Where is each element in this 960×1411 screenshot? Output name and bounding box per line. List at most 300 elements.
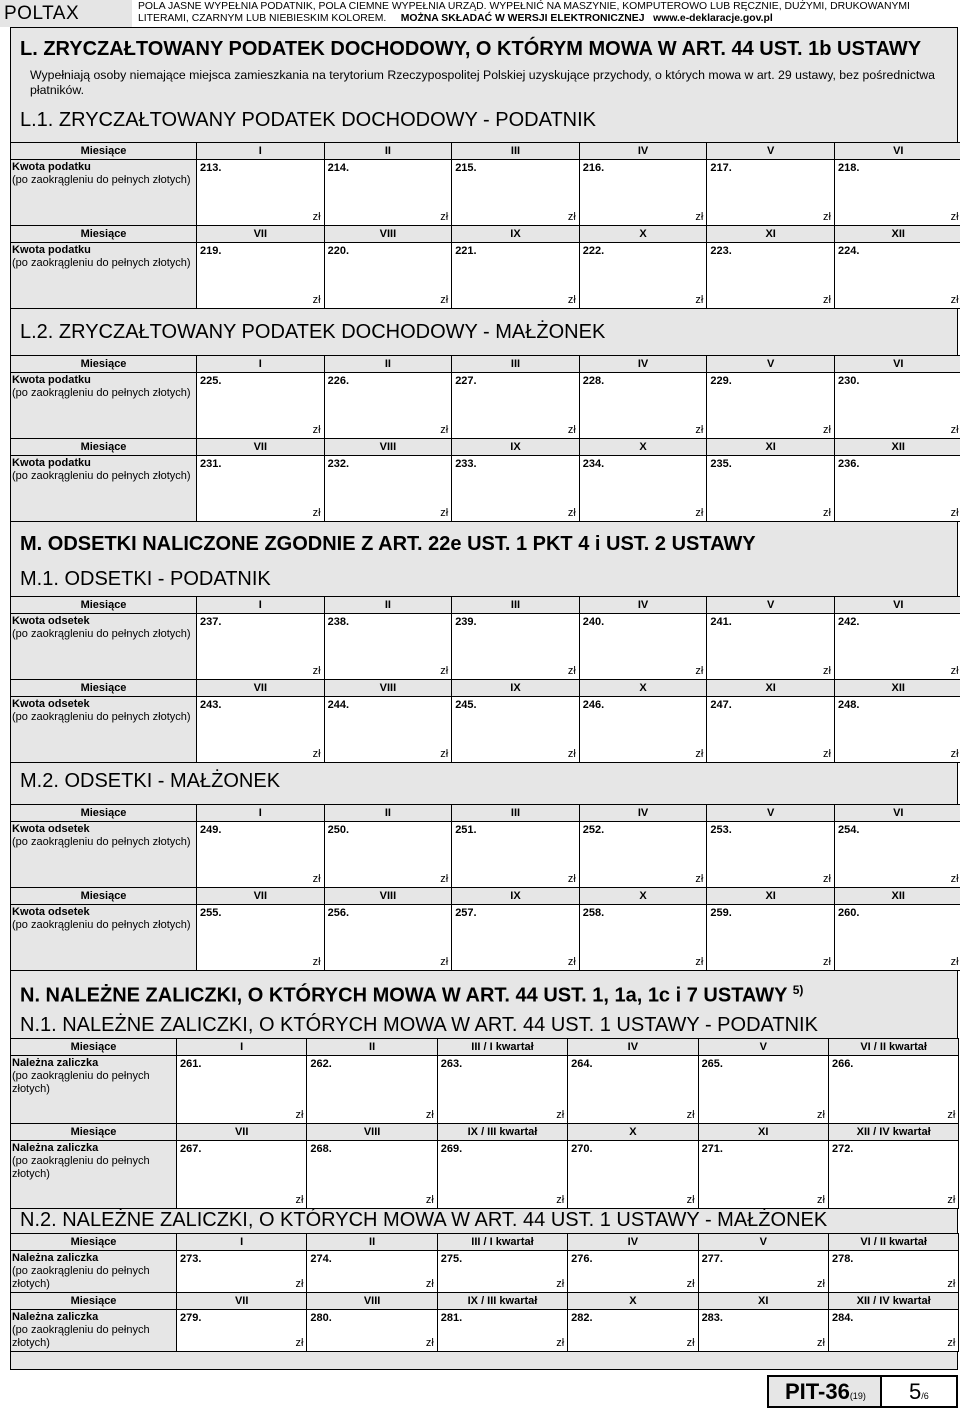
section-m2-title: M.2. ODSETKI - MAŁŻONEK — [20, 770, 281, 792]
month-table — [10, 804, 960, 971]
field-number: 258. — [582, 907, 605, 919]
currency-label: zł — [440, 873, 449, 885]
amount-field[interactable] — [307, 1141, 437, 1209]
field-number: 248. — [837, 699, 860, 711]
currency-label: zł — [823, 507, 831, 519]
amount-field[interactable] — [834, 614, 960, 680]
month-header: VII — [177, 1293, 307, 1310]
month-header: IV — [568, 1039, 698, 1056]
amount-field[interactable] — [324, 614, 452, 680]
amount-field[interactable] — [579, 905, 707, 971]
section-m1-title: M.1. ODSETKI - PODATNIK — [20, 568, 271, 590]
amount-field[interactable] — [177, 1251, 307, 1293]
field-number: 267. — [180, 1143, 202, 1155]
amount-field[interactable] — [579, 456, 707, 522]
month-table — [10, 355, 960, 522]
months-label: Miesiące — [11, 1234, 177, 1251]
field-number: 252. — [582, 824, 605, 836]
month-header: III / I kwartał — [437, 1039, 567, 1056]
amount-field[interactable] — [197, 456, 325, 522]
amount-field[interactable] — [579, 160, 707, 226]
month-table — [10, 596, 960, 763]
field-number: 261. — [180, 1058, 202, 1070]
row-label: Kwota podatku (po zaokrągleniu do pełnych złotych) — [11, 243, 197, 309]
top-bar — [0, 0, 960, 27]
amount-field[interactable] — [698, 1310, 828, 1352]
currency-label: zł — [817, 1278, 825, 1290]
currency-label: zł — [295, 1337, 304, 1349]
month-header: X — [579, 888, 707, 905]
amount-field[interactable] — [828, 1056, 958, 1124]
currency-label: zł — [440, 956, 449, 968]
months-header-row — [11, 597, 960, 614]
amount-field[interactable] — [452, 456, 580, 522]
currency-label: zł — [295, 1109, 304, 1121]
amount-field[interactable] — [324, 160, 452, 226]
section-m-title: M. ODSETKI NALICZONE ZGODNIE Z ART. 22e UST. 1 PKT 4 i UST. 2 USTAWY — [20, 533, 756, 555]
amount-field[interactable] — [324, 456, 452, 522]
amount-field[interactable] — [197, 243, 325, 309]
currency-label: zł — [440, 424, 449, 436]
amount-field[interactable] — [452, 243, 580, 309]
field-number: 227. — [455, 375, 477, 387]
amount-field[interactable] — [197, 697, 325, 763]
months-header-row — [11, 1124, 959, 1141]
months-label: Miesiące — [11, 888, 197, 905]
field-number: 231. — [200, 458, 222, 470]
field-number: 271. — [701, 1143, 723, 1155]
amount-field[interactable] — [437, 1310, 567, 1352]
month-header: IX — [452, 888, 580, 905]
currency-label: zł — [312, 956, 321, 968]
month-header: IX — [452, 680, 580, 697]
currency-label: zł — [295, 1194, 304, 1206]
amount-field[interactable] — [177, 1056, 307, 1124]
month-header: IX — [452, 439, 580, 456]
amount-field[interactable] — [452, 160, 580, 226]
amount-field[interactable] — [324, 697, 452, 763]
field-number: 243. — [200, 699, 222, 711]
amount-field[interactable] — [834, 822, 960, 888]
field-number: 224. — [837, 245, 860, 257]
amount-field[interactable] — [197, 373, 325, 439]
amount-row — [11, 243, 960, 309]
field-number: 266. — [831, 1058, 854, 1070]
row-label: Kwota podatku (po zaokrągleniu do pełnych złotych) — [11, 160, 197, 226]
month-header: XII / IV kwartał — [828, 1124, 958, 1141]
field-number: 275. — [440, 1253, 463, 1265]
currency-label: zł — [695, 665, 704, 677]
month-header: VI — [834, 597, 960, 614]
months-label: Miesiące — [11, 356, 197, 373]
amount-field[interactable] — [698, 1056, 828, 1124]
currency-label: zł — [695, 424, 704, 436]
month-header: V — [707, 805, 835, 822]
amount-field[interactable] — [452, 905, 580, 971]
row-label: Kwota odsetek (po zaokrągleniu do pełnych złotych) — [11, 614, 197, 680]
amount-field[interactable] — [834, 697, 960, 763]
month-header: V — [698, 1039, 828, 1056]
amount-field[interactable] — [834, 905, 960, 971]
section-n2-title: N.2. NALEŻNE ZALICZKI, O KTÓRYCH MOWA W ART. 44 UST. 1 USTAWY - MAŁŻONEK — [20, 1209, 828, 1231]
row-label: Należna zaliczka (po zaokrągleniu do pełnych złotych) — [11, 1056, 177, 1124]
month-table — [10, 142, 960, 309]
field-number: 246. — [582, 699, 605, 711]
amount-field[interactable] — [579, 822, 707, 888]
field-number: 264. — [571, 1058, 593, 1070]
field-number: 276. — [571, 1253, 593, 1265]
amount-field[interactable] — [452, 614, 580, 680]
currency-label: zł — [312, 873, 321, 885]
field-number: 283. — [701, 1312, 723, 1324]
amount-field[interactable] — [698, 1141, 828, 1209]
month-header: VI / II kwartał — [828, 1039, 958, 1056]
field-number: 273. — [180, 1253, 202, 1265]
currency-label: zł — [295, 1278, 304, 1290]
field-number: 220. — [327, 245, 350, 257]
field-number: 280. — [310, 1312, 332, 1324]
field-number: 278. — [831, 1253, 854, 1265]
field-number: 226. — [327, 375, 350, 387]
field-number: 218. — [837, 162, 860, 174]
months-label: Miesiące — [11, 805, 197, 822]
amount-field[interactable] — [707, 614, 835, 680]
field-number: 237. — [200, 616, 222, 628]
amount-field[interactable] — [197, 160, 325, 226]
field-number: 265. — [701, 1058, 723, 1070]
months-label: Miesiące — [11, 1039, 177, 1056]
amount-field[interactable] — [579, 373, 707, 439]
month-header: XII / IV kwartał — [828, 1293, 958, 1310]
currency-label: zł — [312, 424, 321, 436]
currency-label: zł — [425, 1278, 434, 1290]
field-number: 249. — [200, 824, 222, 836]
month-header: VII — [197, 439, 325, 456]
amount-field[interactable] — [568, 1056, 698, 1124]
month-header: X — [568, 1293, 698, 1310]
currency-label: zł — [567, 665, 576, 677]
months-label: Miesiące — [11, 439, 197, 456]
form-id-box — [767, 1375, 958, 1408]
month-header: II — [324, 143, 452, 160]
month-header: XI — [707, 680, 835, 697]
currency-label: zł — [695, 748, 704, 760]
amount-field[interactable] — [707, 243, 835, 309]
amount-row — [11, 697, 960, 763]
month-header: VII — [197, 680, 325, 697]
months-label: Miesiące — [11, 680, 197, 697]
amount-field[interactable] — [707, 373, 835, 439]
amount-field[interactable] — [437, 1251, 567, 1293]
currency-label: zł — [425, 1194, 434, 1206]
month-header: VIII — [324, 680, 452, 697]
amount-field[interactable] — [177, 1310, 307, 1352]
amount-field[interactable] — [828, 1141, 958, 1209]
amount-field[interactable] — [177, 1141, 307, 1209]
field-number: 260. — [837, 907, 860, 919]
amount-field[interactable] — [568, 1251, 698, 1293]
amount-field[interactable] — [568, 1141, 698, 1209]
field-number: 268. — [310, 1143, 332, 1155]
field-number: 272. — [831, 1143, 854, 1155]
currency-label: zł — [823, 211, 831, 223]
months-label: Miesiące — [11, 597, 197, 614]
amount-row — [11, 160, 960, 226]
currency-label: zł — [556, 1337, 565, 1349]
months-header-row — [11, 680, 960, 697]
month-header: XII — [834, 226, 960, 243]
amount-row — [11, 614, 960, 680]
currency-label: zł — [950, 956, 959, 968]
months-label: Miesiące — [11, 1124, 177, 1141]
month-header: IX / III kwartał — [437, 1124, 567, 1141]
currency-label: zł — [556, 1194, 565, 1206]
currency-label: zł — [686, 1109, 695, 1121]
field-number: 221. — [455, 245, 477, 257]
month-header: VI — [834, 805, 960, 822]
field-number: 254. — [837, 824, 860, 836]
currency-label: zł — [686, 1278, 695, 1290]
row-label: Kwota odsetek (po zaokrągleniu do pełnych złotych) — [11, 822, 197, 888]
month-header: X — [579, 439, 707, 456]
row-label: Należna zaliczka (po zaokrągleniu do pełnych złotych) — [11, 1251, 177, 1293]
field-number: 219. — [200, 245, 222, 257]
amount-field[interactable] — [307, 1056, 437, 1124]
field-number: 263. — [440, 1058, 463, 1070]
currency-label: zł — [950, 507, 959, 519]
currency-label: zł — [567, 748, 576, 760]
month-header: XI — [707, 888, 835, 905]
currency-label: zł — [312, 211, 321, 223]
month-header: VI / II kwartał — [828, 1234, 958, 1251]
month-header: III / I kwartał — [437, 1234, 567, 1251]
amount-field[interactable] — [324, 373, 452, 439]
amount-field[interactable] — [579, 243, 707, 309]
months-header-row — [11, 1039, 959, 1056]
month-header: VI — [834, 143, 960, 160]
amount-row — [11, 1056, 959, 1124]
month-header: VI — [834, 356, 960, 373]
field-number: 274. — [310, 1253, 332, 1265]
currency-label: zł — [425, 1109, 434, 1121]
month-header: I — [177, 1039, 307, 1056]
amount-field[interactable] — [707, 697, 835, 763]
amount-field[interactable] — [579, 697, 707, 763]
currency-label: zł — [686, 1337, 695, 1349]
month-header: II — [307, 1039, 437, 1056]
months-header-row — [11, 1234, 959, 1251]
month-header: VIII — [324, 226, 452, 243]
amount-field[interactable] — [828, 1251, 958, 1293]
month-table — [10, 1233, 959, 1352]
amount-field[interactable] — [197, 905, 325, 971]
amount-row — [11, 822, 960, 888]
months-header-row — [11, 226, 960, 243]
field-number: 242. — [837, 616, 860, 628]
month-header: VIII — [307, 1293, 437, 1310]
month-header: IV — [579, 805, 707, 822]
field-number: 284. — [831, 1312, 854, 1324]
month-header: I — [197, 597, 325, 614]
amount-field[interactable] — [707, 822, 835, 888]
field-number: 239. — [455, 616, 477, 628]
amount-field[interactable] — [834, 243, 960, 309]
field-number: 230. — [837, 375, 860, 387]
currency-label: zł — [567, 507, 576, 519]
amount-field[interactable] — [828, 1310, 958, 1352]
month-header: IX — [452, 226, 580, 243]
currency-label: zł — [947, 1337, 956, 1349]
amount-field[interactable] — [834, 456, 960, 522]
month-header: VIII — [324, 888, 452, 905]
currency-label: zł — [567, 294, 576, 306]
months-header-row — [11, 888, 960, 905]
currency-label: zł — [440, 507, 449, 519]
section-l1-title: L.1. ZRYCZAŁTOWANY PODATEK DOCHODOWY - PODATNIK — [20, 109, 597, 131]
currency-label: zł — [312, 294, 321, 306]
month-header: XI — [698, 1293, 828, 1310]
months-header-row — [11, 439, 960, 456]
currency-label: zł — [817, 1194, 825, 1206]
amount-field[interactable] — [452, 373, 580, 439]
field-number: 216. — [582, 162, 605, 174]
currency-label: zł — [823, 956, 831, 968]
month-header: IV — [579, 597, 707, 614]
currency-label: zł — [440, 748, 449, 760]
amount-row — [11, 456, 960, 522]
currency-label: zł — [695, 873, 704, 885]
amount-field[interactable] — [324, 822, 452, 888]
month-header: II — [307, 1234, 437, 1251]
page-number: 5/6 — [909, 1379, 929, 1404]
field-number: 228. — [582, 375, 605, 387]
currency-label: zł — [823, 748, 831, 760]
month-header: X — [579, 226, 707, 243]
month-table — [10, 1038, 959, 1209]
row-label: Kwota podatku (po zaokrągleniu do pełnych złotych) — [11, 373, 197, 439]
section-l-description: Wypełniają osoby niemające miejsca zamieszkania na terytorium Rzeczypospolitej Polskiej uzyskujące przychody, o których mowa w art. 29 ustawy, bez pośrednictwa płatników. — [30, 68, 936, 97]
amount-field[interactable] — [307, 1310, 437, 1352]
currency-label: zł — [950, 211, 959, 223]
currency-label: zł — [947, 1278, 956, 1290]
month-header: I — [197, 143, 325, 160]
field-number: 270. — [571, 1143, 593, 1155]
currency-label: zł — [312, 665, 321, 677]
brand-logo: POLTAX — [0, 0, 132, 27]
row-label: Kwota odsetek (po zaokrągleniu do pełnych złotych) — [11, 905, 197, 971]
amount-field[interactable] — [437, 1141, 567, 1209]
amount-field[interactable] — [324, 243, 452, 309]
month-header: V — [707, 597, 835, 614]
field-number: 232. — [327, 458, 350, 470]
currency-label: zł — [425, 1337, 434, 1349]
amount-field[interactable] — [707, 456, 835, 522]
field-number: 251. — [455, 824, 477, 836]
amount-field[interactable] — [452, 697, 580, 763]
currency-label: zł — [817, 1337, 825, 1349]
month-header: XI — [698, 1124, 828, 1141]
amount-field[interactable] — [834, 160, 960, 226]
amount-field[interactable] — [452, 822, 580, 888]
currency-label: zł — [823, 294, 831, 306]
amount-field[interactable] — [437, 1056, 567, 1124]
field-number: 244. — [327, 699, 350, 711]
amount-field[interactable] — [698, 1251, 828, 1293]
months-header-row — [11, 356, 960, 373]
field-number: 282. — [571, 1312, 593, 1324]
currency-label: zł — [440, 211, 449, 223]
amount-field[interactable] — [707, 160, 835, 226]
field-number: 255. — [200, 907, 222, 919]
currency-label: zł — [440, 294, 449, 306]
month-header: IV — [579, 356, 707, 373]
currency-label: zł — [950, 424, 959, 436]
amount-field[interactable] — [197, 822, 325, 888]
month-header: VII — [177, 1124, 307, 1141]
amount-field[interactable] — [324, 905, 452, 971]
month-header: III — [452, 805, 580, 822]
month-header: III — [452, 356, 580, 373]
month-header: I — [197, 805, 325, 822]
amount-field[interactable] — [579, 614, 707, 680]
currency-label: zł — [556, 1109, 565, 1121]
row-label: Należna zaliczka (po zaokrągleniu do pełnych złotych) — [11, 1141, 177, 1209]
currency-label: zł — [567, 211, 576, 223]
month-header: V — [698, 1234, 828, 1251]
amount-row — [11, 905, 960, 971]
month-header: V — [707, 356, 835, 373]
amount-field[interactable] — [568, 1310, 698, 1352]
field-number: 277. — [701, 1253, 723, 1265]
currency-label: zł — [947, 1109, 956, 1121]
amount-field[interactable] — [707, 905, 835, 971]
currency-label: zł — [695, 956, 704, 968]
months-label: Miesiące — [11, 143, 197, 160]
field-number: 234. — [582, 458, 605, 470]
currency-label: zł — [823, 873, 831, 885]
months-header-row — [11, 143, 960, 160]
currency-label: zł — [440, 665, 449, 677]
amount-row — [11, 1141, 959, 1209]
currency-label: zł — [950, 873, 959, 885]
field-number: 223. — [710, 245, 732, 257]
currency-label: zł — [567, 956, 576, 968]
field-number: 250. — [327, 824, 350, 836]
field-number: 259. — [710, 907, 732, 919]
months-label: Miesiące — [11, 226, 197, 243]
field-number: 229. — [710, 375, 732, 387]
field-number: 253. — [710, 824, 732, 836]
month-header: VIII — [307, 1124, 437, 1141]
month-header: V — [707, 143, 835, 160]
section-l2-title: L.2. ZRYCZAŁTOWANY PODATEK DOCHODOWY - MAŁŻONEK — [20, 321, 606, 343]
field-number: 214. — [327, 162, 350, 174]
amount-field[interactable] — [307, 1251, 437, 1293]
amount-field[interactable] — [197, 614, 325, 680]
amount-row — [11, 1251, 959, 1293]
currency-label: zł — [556, 1278, 565, 1290]
currency-label: zł — [950, 748, 959, 760]
field-number: 245. — [455, 699, 477, 711]
month-header: VII — [197, 888, 325, 905]
amount-field[interactable] — [834, 373, 960, 439]
amount-row — [11, 373, 960, 439]
month-header: III — [452, 143, 580, 160]
currency-label: zł — [950, 665, 959, 677]
currency-label: zł — [312, 507, 321, 519]
month-header: IX / III kwartał — [437, 1293, 567, 1310]
currency-label: zł — [695, 507, 704, 519]
